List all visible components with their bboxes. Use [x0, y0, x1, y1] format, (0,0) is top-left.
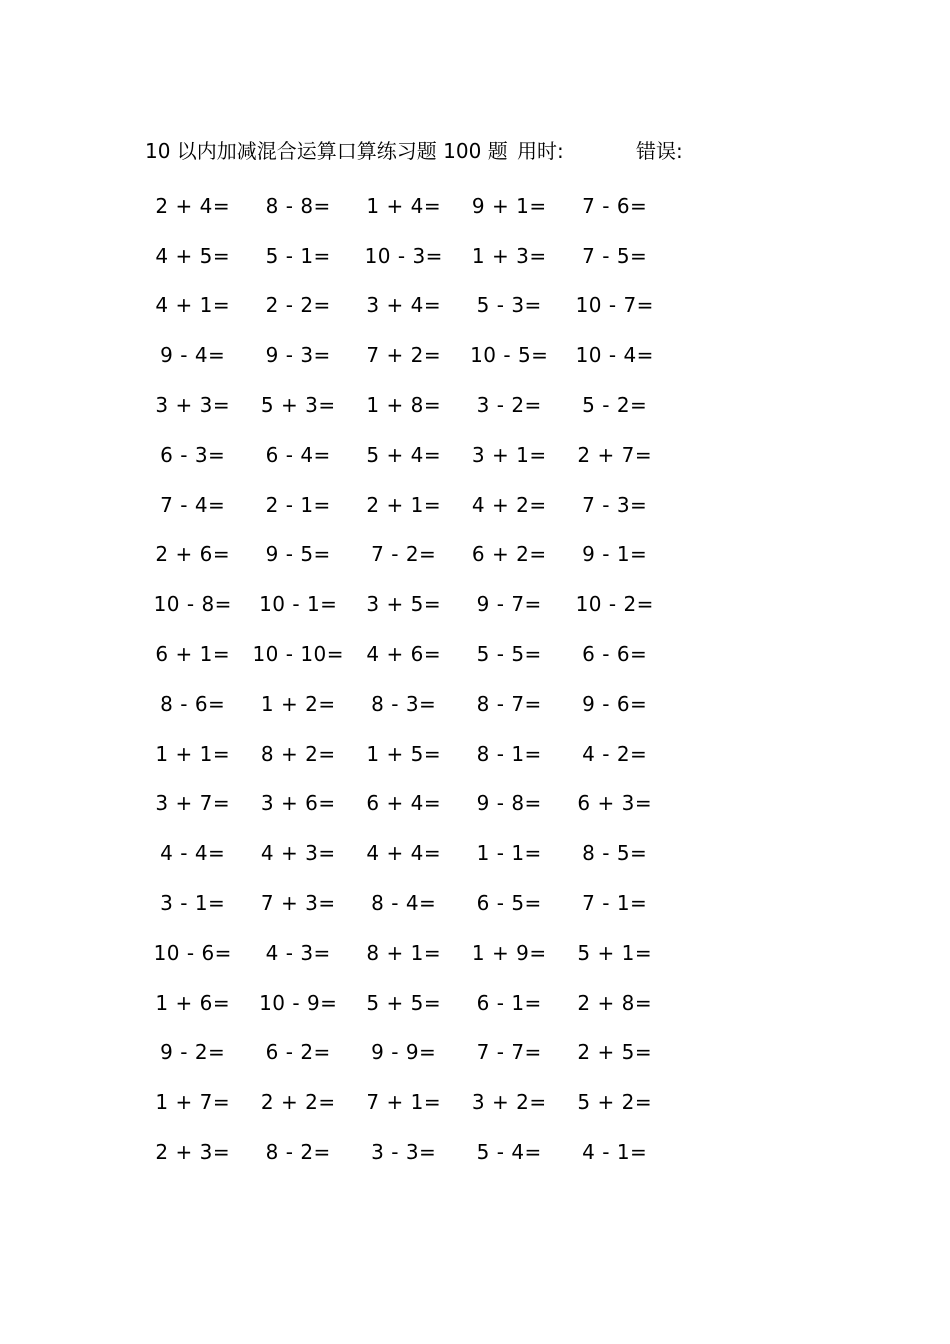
problem-item: 1 + 4=	[366, 193, 442, 218]
problem-item: 10 - 3=	[364, 243, 443, 268]
problem-item: 9 - 4=	[160, 343, 226, 368]
problem-item: 6 - 2=	[265, 1040, 331, 1065]
problem-row	[140, 480, 680, 530]
problem-item: 10 - 1=	[259, 592, 338, 617]
problem-item: 3 - 3=	[371, 1140, 437, 1165]
problem-row	[140, 828, 680, 878]
errors-label: 错误:	[636, 139, 683, 163]
problem-row	[140, 729, 680, 779]
worksheet-title: 10 以内加减混合运算口算练习题 100 题	[145, 139, 508, 163]
problem-row	[140, 1077, 680, 1127]
problem-item: 9 - 7=	[476, 592, 542, 617]
problem-item: 4 + 6=	[366, 642, 442, 667]
problem-item: 7 - 3=	[582, 492, 648, 517]
problem-item: 2 + 8=	[577, 990, 653, 1015]
problem-item: 5 - 4=	[476, 1140, 542, 1165]
problem-item: 1 + 1=	[155, 741, 231, 766]
problem-row	[140, 579, 680, 629]
problem-item: 10 - 7=	[575, 293, 654, 318]
problem-item: 2 + 3=	[155, 1140, 231, 1165]
problem-item: 6 + 3=	[577, 791, 653, 816]
problem-row	[140, 629, 680, 679]
problem-item: 4 - 4=	[160, 841, 226, 866]
problem-row	[140, 330, 680, 380]
problem-item: 8 - 1=	[476, 741, 542, 766]
problem-item: 8 - 7=	[476, 691, 542, 716]
problem-item: 4 + 4=	[366, 841, 442, 866]
problem-item: 4 + 5=	[155, 243, 231, 268]
problem-item: 8 - 3=	[371, 691, 437, 716]
problem-item: 6 - 1=	[476, 990, 542, 1015]
problem-item: 8 - 4=	[371, 891, 437, 916]
time-used-label: 用时:	[517, 139, 564, 163]
problem-item: 2 - 2=	[265, 293, 331, 318]
problem-item: 8 - 6=	[160, 691, 226, 716]
problem-item: 2 + 4=	[155, 193, 231, 218]
problem-item: 3 + 5=	[366, 592, 442, 617]
problem-item: 2 + 7=	[577, 442, 653, 467]
problem-item: 2 + 2=	[260, 1090, 336, 1115]
problem-item: 9 - 3=	[265, 343, 331, 368]
problem-item: 6 + 1=	[155, 642, 231, 667]
problem-item: 1 + 3=	[471, 243, 547, 268]
problem-item: 9 - 6=	[582, 691, 648, 716]
problem-item: 7 + 1=	[366, 1090, 442, 1115]
problem-row	[140, 978, 680, 1028]
problem-item: 9 + 1=	[471, 193, 547, 218]
problem-item: 3 - 1=	[160, 891, 226, 916]
problem-item: 5 + 4=	[366, 442, 442, 467]
problem-item: 5 - 2=	[582, 393, 648, 418]
problem-item: 9 - 2=	[160, 1040, 226, 1065]
problem-item: 5 + 5=	[366, 990, 442, 1015]
problem-item: 10 - 4=	[575, 343, 654, 368]
problem-row	[140, 779, 680, 829]
problem-item: 1 - 1=	[476, 841, 542, 866]
problem-grid	[140, 181, 680, 1177]
problem-item: 3 + 2=	[471, 1090, 547, 1115]
problem-item: 6 - 6=	[582, 642, 648, 667]
problem-item: 3 + 6=	[260, 791, 336, 816]
problem-item: 1 + 9=	[471, 940, 547, 965]
problem-row	[140, 530, 680, 580]
problem-item: 10 - 8=	[153, 592, 232, 617]
problem-item: 8 - 5=	[582, 841, 648, 866]
problem-row	[140, 1127, 680, 1177]
problem-item: 7 + 2=	[366, 343, 442, 368]
problem-row	[140, 679, 680, 729]
problem-item: 7 - 7=	[476, 1040, 542, 1065]
problem-item: 4 - 2=	[582, 741, 648, 766]
problem-item: 6 + 2=	[471, 542, 547, 567]
problem-item: 7 - 5=	[582, 243, 648, 268]
problem-item: 5 + 3=	[260, 393, 336, 418]
problem-item: 5 + 2=	[577, 1090, 653, 1115]
problem-item: 10 - 9=	[259, 990, 338, 1015]
problem-item: 5 - 3=	[476, 293, 542, 318]
problem-item: 10 - 6=	[153, 940, 232, 965]
problem-item: 1 + 6=	[155, 990, 231, 1015]
problem-item: 5 - 1=	[265, 243, 331, 268]
problem-row	[140, 430, 680, 480]
problem-row	[140, 878, 680, 928]
problem-item: 4 + 3=	[260, 841, 336, 866]
problem-item: 8 - 2=	[265, 1140, 331, 1165]
problem-item: 9 - 5=	[265, 542, 331, 567]
problem-item: 7 + 3=	[260, 891, 336, 916]
problem-item: 6 + 4=	[366, 791, 442, 816]
problem-item: 6 - 4=	[265, 442, 331, 467]
problem-item: 1 + 2=	[260, 691, 336, 716]
problem-row	[140, 380, 680, 430]
problem-item: 3 + 4=	[366, 293, 442, 318]
problem-row	[140, 1028, 680, 1078]
problem-item: 7 - 6=	[582, 193, 648, 218]
problem-item: 4 + 2=	[471, 492, 547, 517]
problem-item: 9 - 9=	[371, 1040, 437, 1065]
problem-item: 4 - 3=	[265, 940, 331, 965]
problem-item: 4 - 1=	[582, 1140, 648, 1165]
problem-item: 5 + 1=	[577, 940, 653, 965]
problem-item: 9 - 8=	[476, 791, 542, 816]
problem-row	[140, 928, 680, 978]
problem-item: 8 + 1=	[366, 940, 442, 965]
problem-item: 4 + 1=	[155, 293, 231, 318]
problem-item: 3 + 1=	[471, 442, 547, 467]
problem-item: 7 - 2=	[371, 542, 437, 567]
problem-item: 2 + 6=	[155, 542, 231, 567]
problem-item: 5 - 5=	[476, 642, 542, 667]
problem-item: 3 - 2=	[476, 393, 542, 418]
problem-item: 1 + 7=	[155, 1090, 231, 1115]
problem-item: 10 - 5=	[470, 343, 549, 368]
problem-row	[140, 181, 680, 231]
problem-item: 7 - 1=	[582, 891, 648, 916]
problem-item: 2 + 1=	[366, 492, 442, 517]
problem-item: 2 - 1=	[265, 492, 331, 517]
problem-item: 6 - 5=	[476, 891, 542, 916]
problem-item: 8 - 8=	[265, 193, 331, 218]
problem-item: 8 + 2=	[260, 741, 336, 766]
problem-item: 10 - 10=	[252, 642, 345, 667]
problem-item: 10 - 2=	[575, 592, 654, 617]
problem-item: 1 + 5=	[366, 741, 442, 766]
problem-item: 1 + 8=	[366, 393, 442, 418]
problem-item: 3 + 7=	[155, 791, 231, 816]
problem-item: 9 - 1=	[582, 542, 648, 567]
problem-item: 7 - 4=	[160, 492, 226, 517]
problem-row	[140, 281, 680, 331]
problem-item: 3 + 3=	[155, 393, 231, 418]
problem-item: 6 - 3=	[160, 442, 226, 467]
problem-item: 2 + 5=	[577, 1040, 653, 1065]
problem-row	[140, 231, 680, 281]
